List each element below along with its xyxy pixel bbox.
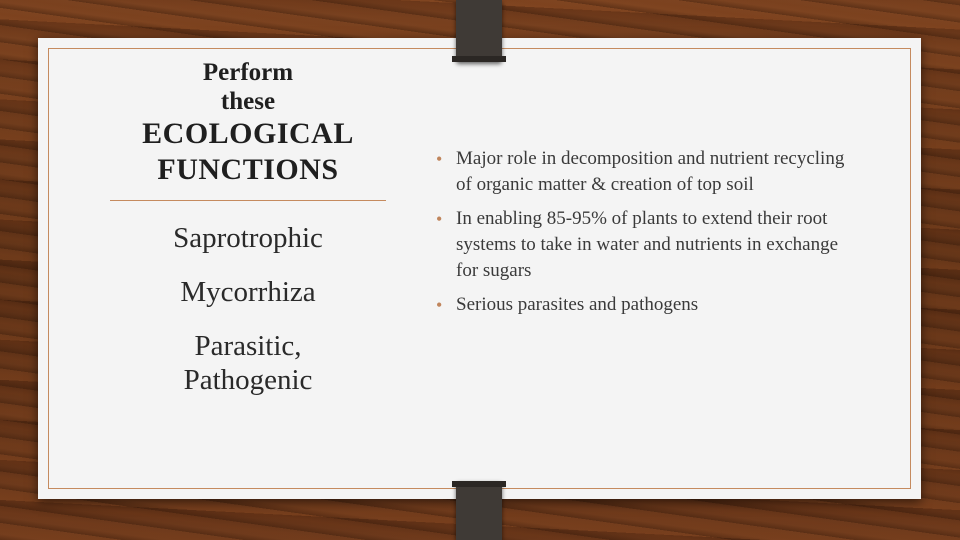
term-saprotrophic: Saprotrophic — [173, 222, 323, 254]
bullet-item — [434, 206, 854, 284]
bullet-item — [434, 292, 854, 318]
title-divider — [110, 200, 386, 201]
title-line-1: Perform — [202, 59, 294, 86]
term-parasitic: Parasitic, — [194, 330, 302, 362]
term-pathogenic: Pathogenic — [183, 364, 313, 396]
bullet-dot-icon: • — [436, 295, 443, 315]
title-line-4: FUNCTIONS — [157, 153, 339, 186]
slide-title — [110, 58, 386, 200]
top-binder-clip — [456, 0, 502, 62]
bullet-text: Serious parasites and pathogens — [456, 294, 699, 315]
bullet-list — [434, 146, 854, 326]
left-column — [110, 58, 386, 397]
bullet-dot-icon: • — [436, 149, 443, 169]
term-parasitic-pathogenic — [110, 329, 386, 397]
bottom-binder-clip — [456, 481, 502, 540]
title-line-2: these — [220, 88, 276, 115]
bullet-dot-icon: • — [436, 209, 443, 229]
bullet-item — [434, 146, 854, 198]
title-line-3: ECOLOGICAL — [142, 117, 354, 150]
term-mycorrhiza: Mycorrhiza — [180, 276, 316, 308]
bullet-text: In enabling 85-95% of plants to extend their root systems to take in water and nutrients in exchange for sugars — [456, 208, 839, 281]
bullet-text: Major role in decomposition and nutrient recycling of organic matter & creation of top soil — [456, 148, 845, 195]
